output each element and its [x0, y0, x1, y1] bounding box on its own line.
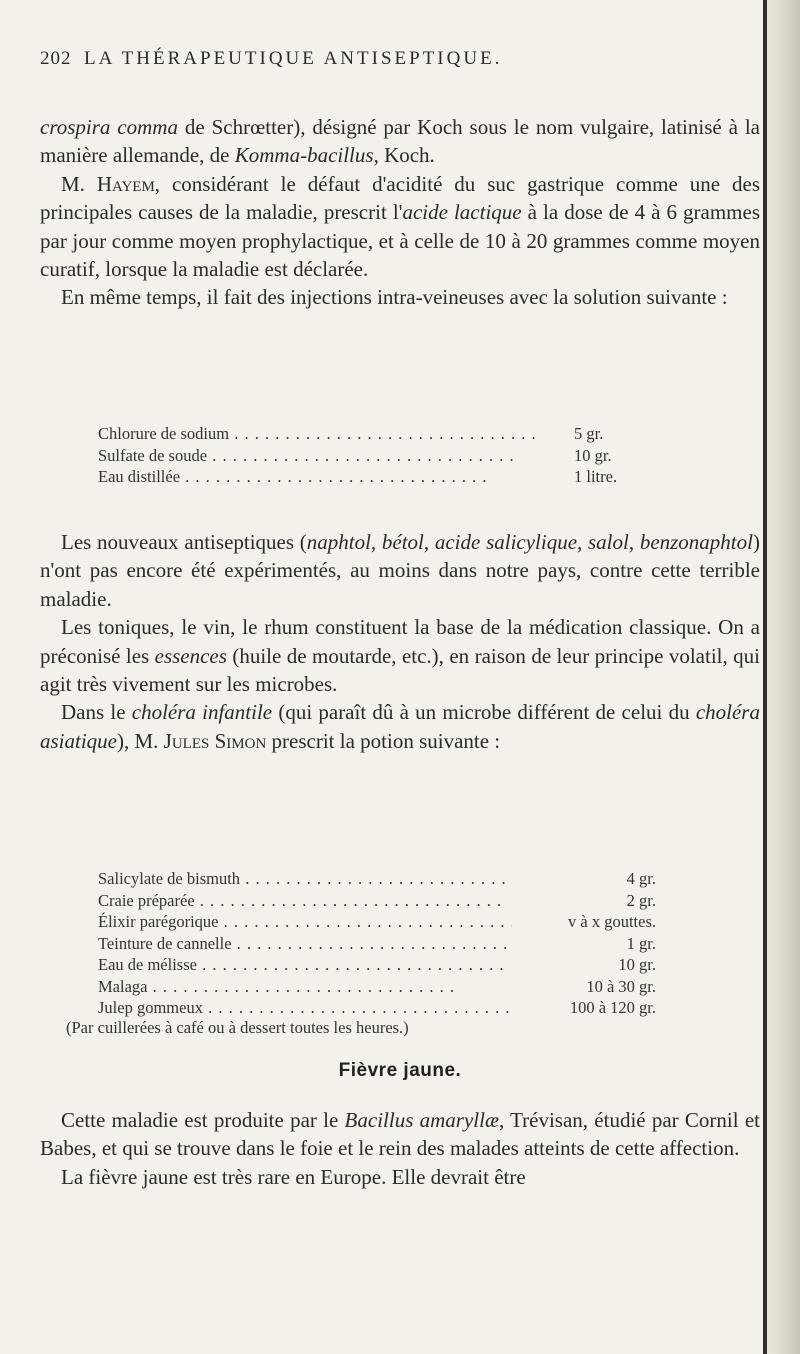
dosage-note: (Par cuillerées à café ou à dessert toutes les heures.): [66, 1018, 409, 1037]
ingredient: Malaga . . .: [98, 976, 512, 998]
text-run: de Schrœtter), désigné par Koch sous le nom vulgaire, latinisé à la manière allemande, de: [40, 115, 760, 168]
quantity: v à x gouttes.: [568, 912, 656, 931]
text-run: Cette maladie est produite par le: [61, 1108, 345, 1132]
quantity: 4 gr.: [626, 869, 656, 888]
section-heading: Fièvre jaune.: [338, 1060, 462, 1081]
italic-term: acide lactique: [402, 200, 522, 225]
quantity: 1 gr.: [626, 933, 656, 953]
recipe-injection: [98, 423, 670, 488]
quantity: 5 gr.: [574, 424, 604, 443]
text-run: Les nouveaux antiseptiques (: [61, 530, 307, 554]
italic-term: naphtol, bétol, acide salicylique, salol, benzonaphtol: [306, 530, 753, 554]
author-name: M. Jules Simon: [134, 728, 267, 753]
text-run: Les toniques, le vin, le rhum constituent la base de la médication classique. On a préconisé les: [40, 615, 760, 668]
binding-shadow: [763, 0, 767, 1354]
page-number: 202: [40, 48, 72, 69]
text-run: ) n'ont pas encore été expérimentés, au moins dans notre pays, contre cette terrible maladie.: [40, 530, 760, 611]
running-title: LA THÉRAPEUTIQUE ANTISEPTIQUE.: [84, 48, 503, 69]
paragraph-hayem: [40, 170, 760, 284]
author-name: M. Hayem: [61, 171, 155, 196]
ingredient: Teinture de cannelle . . .: [98, 933, 512, 955]
recipe-row: [98, 890, 656, 912]
recipe-row: [98, 445, 670, 467]
ingredient: Craie préparée . . .: [98, 890, 512, 912]
text-run: à la dose de 4 à 6 grammes par jour comme moyen prophylactique, et à celle de 10 à 20 grammes comme moyen curatif, lorsque la maladie est déclarée.: [40, 200, 761, 282]
text-run: En même temps, il fait des injections intra-veineuses avec la solution suivante :: [61, 285, 728, 310]
italic-term: Komma-bacillus: [234, 143, 374, 168]
ingredient: Élixir parégorique . . .: [98, 911, 512, 933]
paragraph-infantile-cholera: [40, 698, 760, 755]
quantity: 10 à 30 gr.: [586, 976, 656, 996]
paragraph-europe: [40, 1163, 760, 1191]
text-run: Dans le: [61, 700, 132, 725]
text-run: La fièvre jaune est très rare en Europe. Elle devrait être: [61, 1164, 526, 1189]
page-edge: [766, 0, 800, 1354]
recipe-row: [98, 868, 656, 890]
recipe-row: [98, 954, 656, 976]
ingredient: Julep gommeux . . .: [98, 997, 512, 1019]
italic-term: choléra infantile: [131, 700, 273, 725]
recipe-row: [98, 933, 656, 955]
quantity: 1 litre.: [574, 467, 618, 486]
ingredient: Sulfate de soude . . .: [98, 445, 570, 467]
paragraph-koch: [40, 113, 760, 170]
quantity: 10 gr.: [618, 955, 656, 974]
ingredient: Eau distillée . . .: [98, 466, 570, 488]
italic-term: choléra asiatique: [40, 700, 760, 753]
recipe-row: [98, 911, 656, 933]
quantity: 10 gr.: [574, 445, 612, 465]
text-run: , Trévisan, étudié par Cornil et Babes, et qui se trouve dans le foie et le rein des malades atteints de cette affection.: [40, 1108, 760, 1161]
quantity: 2 gr.: [626, 890, 656, 910]
ingredient: Salicylate de bismuth . . .: [98, 868, 512, 890]
recipe-row: [98, 976, 656, 998]
text-run: ),: [117, 728, 135, 753]
paragraph-tonics: [40, 613, 760, 698]
italic-term: Bacillus amaryllæ: [344, 1108, 499, 1132]
paragraph-cholera-treatment: [40, 113, 760, 312]
text-run: , considérant le défaut d'acidité du suc gastrique comme une des principales causes de la maladie, prescrit l': [40, 171, 760, 225]
recipe-potion: [98, 868, 656, 1019]
quantity: 100 à 120 gr.: [569, 998, 656, 1017]
paragraph-yellow-fever: [40, 1106, 760, 1191]
recipe-row: [98, 466, 670, 488]
ingredient: Chlorure de sodium . . .: [98, 423, 570, 445]
italic-term: essences: [154, 643, 227, 668]
text-run: (qui paraît dû à un microbe différent de celui du: [272, 700, 696, 725]
paragraph-injections: [40, 283, 760, 311]
paragraph-antiseptics: [40, 528, 760, 755]
italic-term: crospira comma: [40, 115, 178, 139]
text-run: (huile de moutarde, etc.), en raison de leur principe volatil, qui agit très vivement sur les microbes.: [40, 643, 760, 697]
ingredient: Eau de mélisse . . .: [98, 954, 512, 976]
text-run: prescrit la potion suivante :: [266, 728, 501, 753]
recipe-row: [98, 423, 670, 445]
paragraph-bacillus: [40, 1106, 760, 1163]
recipe-row: [98, 997, 656, 1019]
text-run: , Koch.: [373, 143, 435, 168]
paragraph-new-antiseptics: [40, 528, 760, 613]
